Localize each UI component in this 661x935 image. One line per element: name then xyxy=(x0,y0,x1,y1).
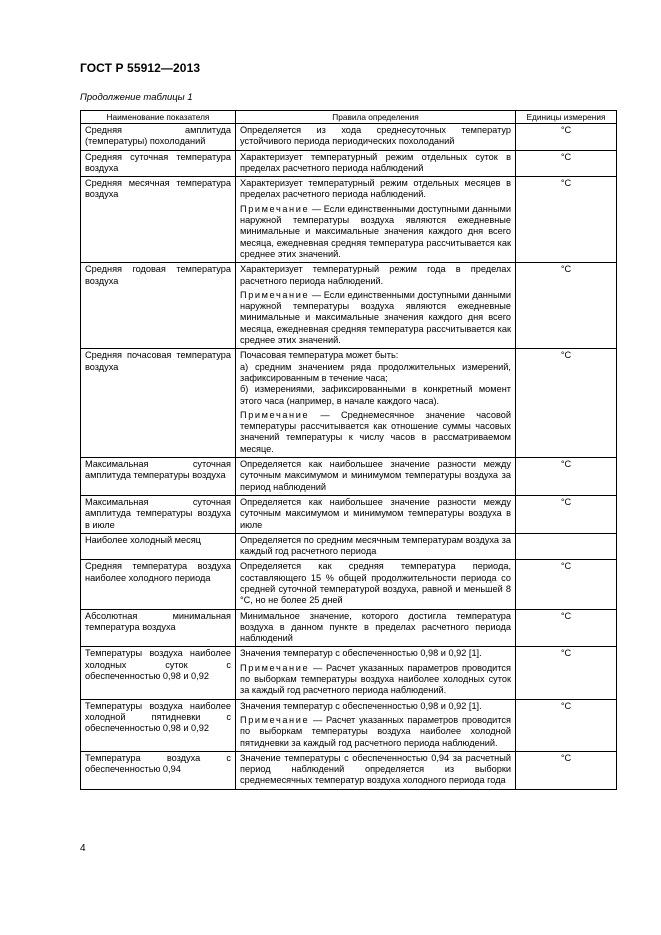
unit-of-measure: °C xyxy=(516,263,617,349)
table-row xyxy=(81,495,617,533)
indicator-name: Абсолютная минимальная температура воздуха xyxy=(81,609,236,647)
table-row xyxy=(81,150,617,177)
rule-text: Значения температур с обеспеченностью 0,98 и 0,92 [1]. xyxy=(240,648,482,659)
rule-text: Характеризует температурный режим отдельных месяцев в пределах расчетного периода наблюдений. xyxy=(240,178,511,200)
unit-of-measure: °C xyxy=(516,699,617,751)
definition-rule xyxy=(236,150,516,177)
note-text: Среднемесячное значение часовой температуры рассчитывается как отношение суммы часовых значений температуры к числу часов в рассматриваемом месяце. xyxy=(240,409,511,454)
note-dash: — xyxy=(313,662,323,673)
table-row xyxy=(81,699,617,751)
definition-rule xyxy=(236,263,516,349)
note-dash: — xyxy=(311,289,322,300)
definition-rule xyxy=(236,124,516,151)
definition-rule xyxy=(236,495,516,533)
unit-of-measure: °C xyxy=(516,647,617,699)
note-label: Примечание xyxy=(240,714,310,725)
note-paragraph xyxy=(240,204,511,260)
note-text: Расчет указанных параметров проводится по выборкам температуры воздуха наиболее холодных суток за каждый год расчетного периода наблюдений. xyxy=(240,662,511,696)
indicator-name: Максимальная суточная амплитуда температуры воздуха в июле xyxy=(81,495,236,533)
rule-text: б) измерениями, зафиксированными в конкретный момент этого часа (например, в начале каждого часа). xyxy=(240,384,511,406)
unit-of-measure: °C xyxy=(516,150,617,177)
note-dash: — xyxy=(311,203,322,214)
definition-rule xyxy=(236,349,516,458)
definition-rule xyxy=(236,609,516,647)
rule-text: а) средним значением ряда продолжительных измерений, зафиксированным в течение часа; xyxy=(240,361,511,383)
indicator-name: Средняя годовая температура воздуха xyxy=(81,263,236,349)
indicator-name: Средняя суточная температура воздуха xyxy=(81,150,236,177)
table-header-row xyxy=(81,111,617,124)
table-caption: Продолжение таблицы 1 xyxy=(80,92,193,103)
note-label: Примечание xyxy=(240,203,310,214)
rule-text: Определяется из хода среднесуточных температур устойчивого периода периодических похолоданий xyxy=(240,125,511,147)
indicator-name: Максимальная суточная амплитуда температуры воздуха xyxy=(81,458,236,496)
note-text: Если единственными доступными данными наружной температуры воздуха являются ежедневные минимальные и максимальные значения каждого дня всего месяца, ежедневная средняя температура рассчитывается как среднее этих значений. xyxy=(240,289,511,346)
rule-text: Значение температуры с обеспеченностью 0,94 за расчетный период наблюдений определяется из выборки среднемесячных температур воздуха холодного периода года xyxy=(240,752,511,786)
table-body xyxy=(81,124,617,790)
unit-of-measure: °C xyxy=(516,124,617,151)
definition-rule xyxy=(236,533,516,560)
note-label: Примечание xyxy=(240,409,310,420)
column-header-unit: Единицы измерения xyxy=(516,111,617,124)
table-row xyxy=(81,647,617,699)
indicator-name: Температуры воздуха наиболее холодной пятидневки с обеспеченностью 0,98 и 0,92 xyxy=(81,699,236,751)
note-paragraph xyxy=(240,290,511,346)
definition-rule xyxy=(236,560,516,609)
definition-rule xyxy=(236,458,516,496)
table-row xyxy=(81,533,617,560)
table-row xyxy=(81,458,617,496)
unit-of-measure: °C xyxy=(516,609,617,647)
unit-of-measure xyxy=(516,533,617,560)
page-number: 4 xyxy=(80,843,86,854)
note-label: Примечание xyxy=(240,662,310,673)
unit-of-measure: °C xyxy=(516,751,617,789)
unit-of-measure: °C xyxy=(516,458,617,496)
unit-of-measure: °C xyxy=(516,495,617,533)
rule-text: Почасовая температура может быть: xyxy=(240,350,399,361)
table-row xyxy=(81,263,617,349)
parameters-table xyxy=(80,110,617,790)
note-dash: — xyxy=(320,409,330,420)
table-row xyxy=(81,751,617,789)
table-row xyxy=(81,349,617,458)
table-row xyxy=(81,177,617,263)
table-row xyxy=(81,560,617,609)
indicator-name: Средняя температура воздуха наиболее холодного периода xyxy=(81,560,236,609)
table-row xyxy=(81,124,617,151)
indicator-name: Температуры воздуха наиболее холодных суток с обеспеченностью 0,98 и 0,92 xyxy=(81,647,236,699)
indicator-name: Средняя амплитуда (температуры) похолоданий xyxy=(81,124,236,151)
column-header-name: Наименование показателя xyxy=(81,111,236,124)
unit-of-measure: °C xyxy=(516,560,617,609)
table-row xyxy=(81,609,617,647)
note-paragraph xyxy=(240,715,511,749)
indicator-name: Температура воздуха с обеспеченностью 0,94 xyxy=(81,751,236,789)
definition-rule xyxy=(236,751,516,789)
indicator-name: Средняя месячная температура воздуха xyxy=(81,177,236,263)
indicator-name: Средняя почасовая температура воздуха xyxy=(81,349,236,458)
definition-rule xyxy=(236,647,516,699)
unit-of-measure: °C xyxy=(516,177,617,263)
note-text: Если единственными доступными данными наружной температуры воздуха являются ежедневные минимальные и максимальные значения каждого дня всего месяца, ежедневная средняя температура рассчитывается как среднее этих значений. xyxy=(240,203,511,259)
note-text: Расчет указанных параметров проводится по выборкам температуры воздуха наиболее холодной пятидневки за каждый год расчетного периода наблюдений. xyxy=(240,714,511,748)
rule-text: Характеризует температурный режим отдельных суток в пределах расчетного периода наблюдений xyxy=(240,151,511,173)
definition-rule xyxy=(236,699,516,751)
rule-text: Определяется как наибольшее значение разности между суточным максимумом и минимумом температуры воздуха за период наблюдений xyxy=(240,459,511,492)
unit-of-measure: °C xyxy=(516,349,617,458)
note-paragraph xyxy=(240,663,511,697)
document-header: ГОСТ Р 55912—2013 xyxy=(80,61,201,75)
column-header-rules: Правила определения xyxy=(236,111,516,124)
rule-text: Значения температур с обеспеченностью 0,98 и 0,92 [1]. xyxy=(240,700,482,711)
definition-rule xyxy=(236,177,516,263)
note-paragraph xyxy=(240,410,511,455)
rule-text: Минимальное значение, которого достигла температура воздуха в данном пункте в пределах расчетного периода наблюдений xyxy=(240,610,511,644)
rule-text: Определяется по средним месячным температурам воздуха за каждый год расчетного периода xyxy=(240,534,511,557)
rule-text: Определяется как средняя температура периода, составляющего 15 % общей продолжительности периода со средней суточной температурой воздуха, равной и меньшей 8 °С, но не более 25 дней xyxy=(240,561,511,606)
rule-text: Определяется как наибольшее значение разности между суточным максимумом и минимумом температуры воздуха в июле xyxy=(240,496,511,530)
indicator-name: Наиболее холодный месяц xyxy=(81,533,236,560)
rule-text: Характеризует температурный режим года в пределах расчетного периода наблюдений. xyxy=(240,264,511,286)
note-label: Примечание xyxy=(240,289,310,300)
note-dash: — xyxy=(313,714,323,725)
